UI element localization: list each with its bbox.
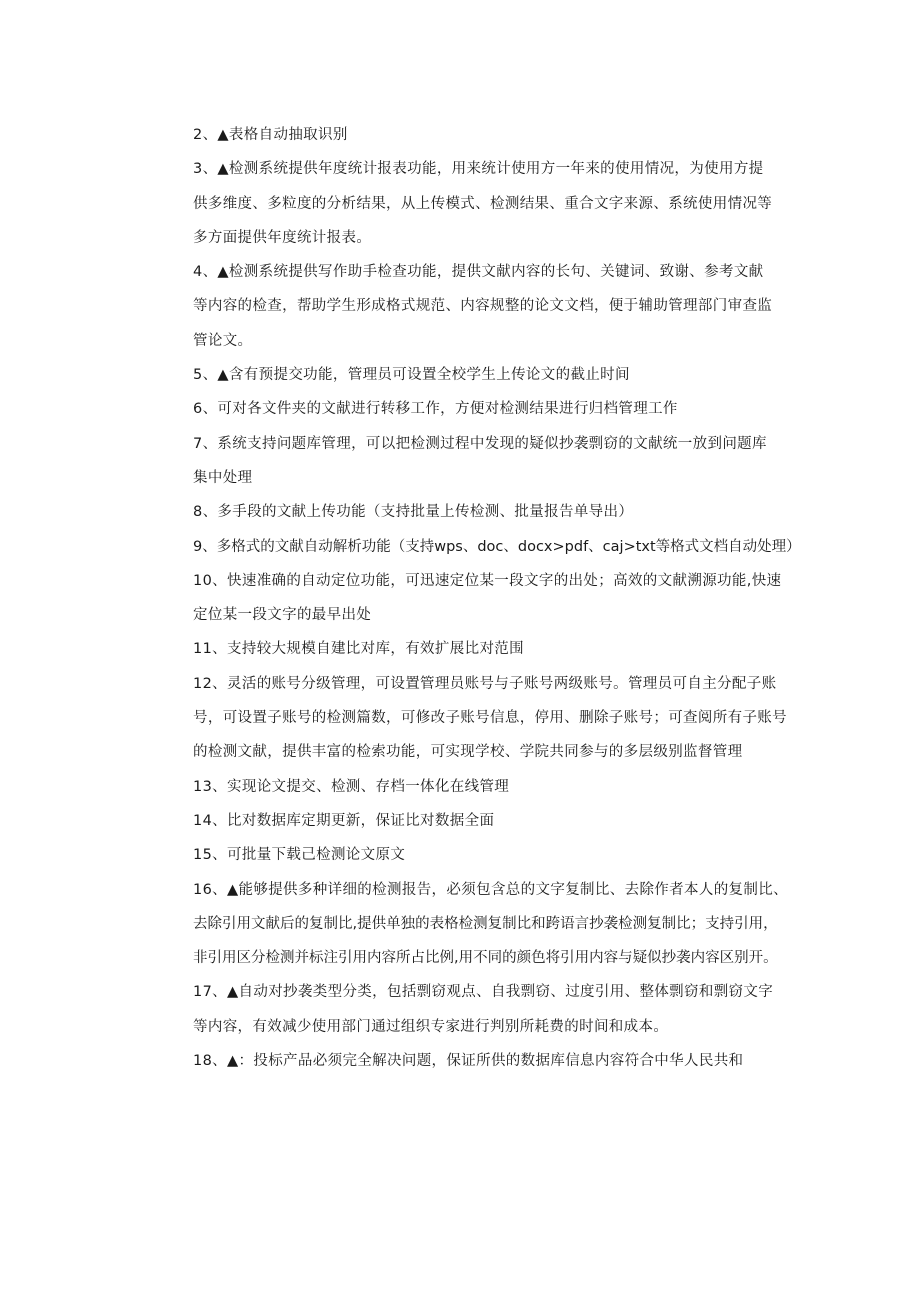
text-line: 2、▲表格自动抽取识别 <box>193 127 348 143</box>
text-line: 的检测文献，提供丰富的检索功能，可实现学校、学院共同参与的多层级别监督管理 <box>193 744 743 761</box>
text-line: 16、▲能够提供多种详细的检测报告，必须包含总的文字复制比、去除作者本人的复制比、 <box>193 881 788 898</box>
text-line: 等内容，有效减少使用部门通过组织专家进行判别所耗费的时间和成本。 <box>193 1018 669 1035</box>
text-line: 12、灵活的账号分级管理，可设置管理员账号与子账号两级账号。管理员可自主分配子账 <box>193 675 777 692</box>
text-line: 17、▲自动对抄袭类型分类，包括剽窃观点、自我剽窃、过度引用、整体剽窃和剽窃文字 <box>193 984 774 1001</box>
text-line: 10、快速准确的自动定位功能，可迅速定位某一段文字的出处；高效的文献溯源功能,快速 <box>193 572 782 589</box>
text-line: 3、▲检测系统提供年度统计报表功能，用来统计使用方一年来的使用情况，为使用方提 <box>193 161 764 178</box>
document-body <box>193 118 813 1078</box>
text-line: 8、多手段的文献上传功能（支持批量上传检测、批量报告单导出） <box>193 504 634 521</box>
text-line: 定位某一段文字的最早出处 <box>193 607 372 624</box>
text-line: 18、▲：投标产品必须完全解决问题，保证所供的数据库信息内容符合中华人民共和 <box>193 1053 744 1070</box>
text-line: 5、▲含有预提交功能，管理员可设置全校学生上传论文的截止时间 <box>193 367 630 384</box>
text-line: 9、多格式的文献自动解析功能（支持wps、doc、docx>pdf、caj>txt等格式文档自动处理） <box>193 538 801 555</box>
text-line: 多方面提供年度统计报表。 <box>193 229 372 246</box>
text-line: 6、可对各文件夹的文献进行转移工作，方便对检测结果进行归档管理工作 <box>193 401 678 418</box>
text-line: 等内容的检查，帮助学生形成格式规范、内容规整的论文文档，便于辅助管理部门审查监 <box>193 298 773 315</box>
text-line: 非引用区分检测并标注引用内容所占比例,用不同的颜色将引用内容与疑似抄袭内容区别开。 <box>193 950 778 967</box>
text-line: 集中处理 <box>193 469 253 486</box>
text-line: 去除引用文献后的复制比,提供单独的表格检测复制比和跨语言抄袭检测复制比；支持引用， <box>193 915 778 932</box>
text-line: 7、系统支持问题库管理，可以把检测过程中发现的疑似抄袭剽窃的文献统一放到问题库 <box>193 435 767 452</box>
text-line: 15、可批量下载己检测论文原文 <box>193 847 406 864</box>
text-line: 供多维度、多粒度的分析结果，从上传模式、检测结果、重合文字来源、系统使用情况等 <box>193 195 773 212</box>
text-line: 号，可设置子账号的检测篇数，可修改子账号信息，停用、删除子账号；可查阅所有子账号 <box>193 710 787 727</box>
text-line: 11、支持较大规模自建比对库，有效扩展比对范围 <box>193 641 524 658</box>
text-line: 14、比对数据库定期更新，保证比对数据全面 <box>193 812 495 829</box>
text-line: 管论文。 <box>193 332 253 349</box>
text-line: 13、实现论文提交、检测、存档一体化在线管理 <box>193 778 510 795</box>
text-line: 4、▲检测系统提供写作助手检查功能，提供文献内容的长句、关键词、致谢、参考文献 <box>193 264 764 281</box>
